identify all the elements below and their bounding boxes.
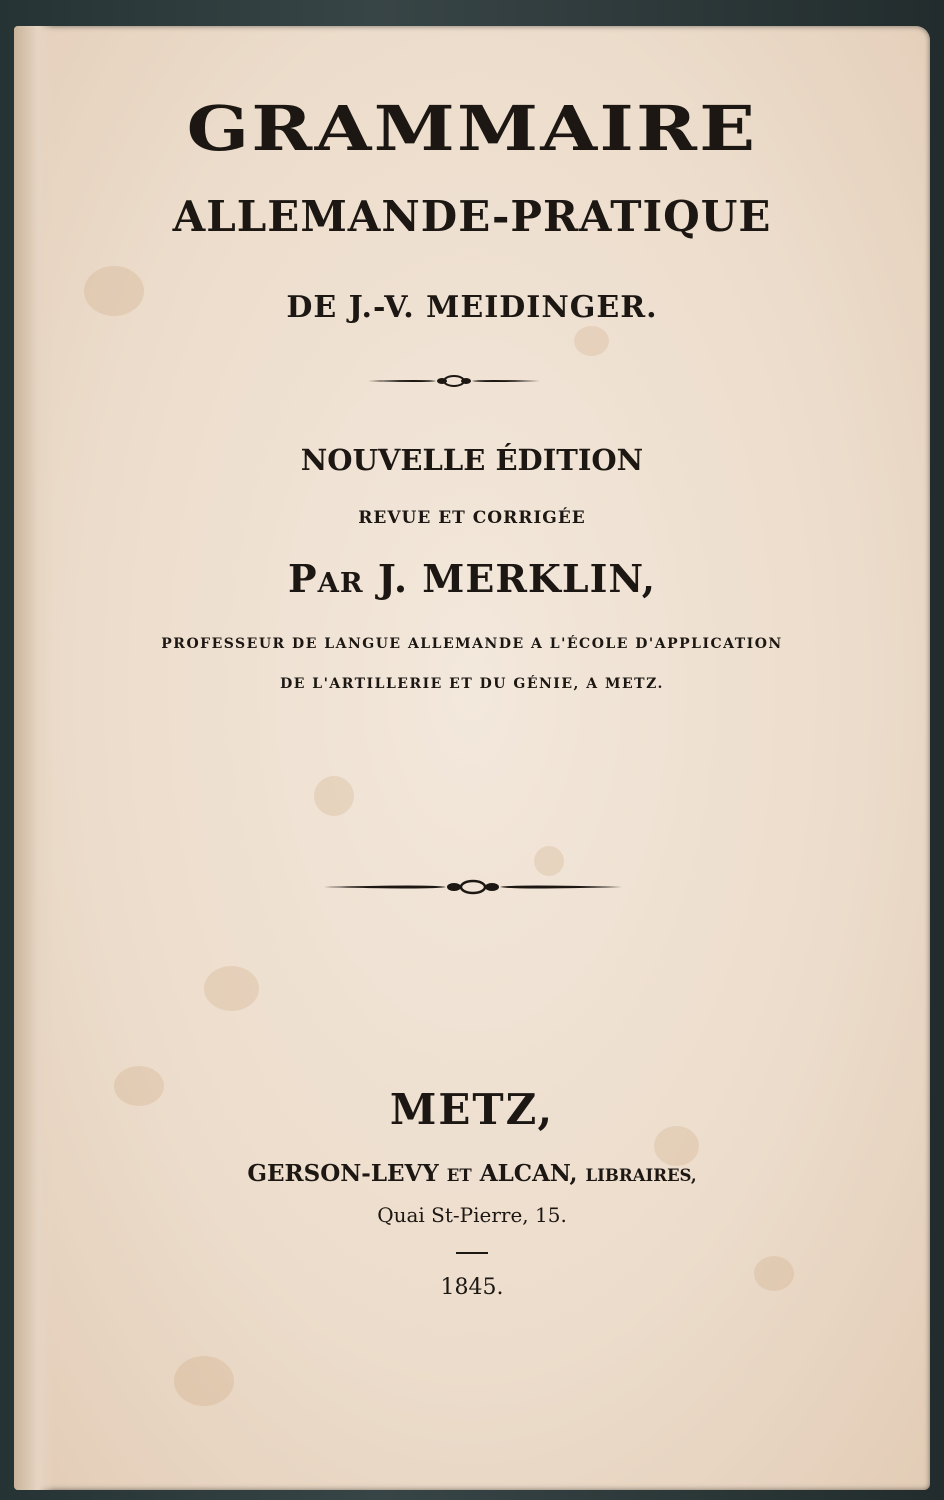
revised-label: REVUE ET CORRIGÉE [358,508,586,528]
foxing-spot [574,326,609,356]
imprint-publisher [0,1160,944,1187]
by-prefix-cap: P [288,556,318,601]
imprint-year: 1845. [440,1275,504,1300]
publisher-et: ET [446,1165,472,1185]
imprint-address: Quai St-Pierre, 15. [377,1203,567,1227]
title-main: GRAMMAIRE [186,92,758,165]
foxing-spot [314,776,354,816]
publisher-part2: ALCAN, [479,1160,578,1187]
page-gutter [14,26,54,1490]
short-rule [456,1252,488,1254]
affiliation-line-1: PROFESSEUR DE LANGUE ALLEMANDE A L'ÉCOLE D'APPLICATION [161,636,783,652]
foxing-spot [534,846,564,876]
foxing-spot [174,1356,234,1406]
foxing-spot [204,966,259,1011]
ornamental-rule-small [366,372,542,390]
affiliation-line-2: DE L'ARTILLERIE ET DU GÉNIE, A METZ. [280,676,664,692]
edition-label: NOUVELLE ÉDITION [300,443,644,477]
editor-name: J. MERKLIN, [377,556,656,601]
imprint-city: METZ, [389,1085,555,1134]
title-subtitle: ALLEMANDE-PRATIQUE [172,192,772,241]
title-author: DE J.-V. MEIDINGER. [286,290,658,325]
publisher-role: LIBRAIRES, [585,1165,697,1185]
editor-line [0,556,944,601]
ornamental-rule-large [322,876,624,898]
publisher-part1: GERSON-LEVY [247,1160,439,1187]
title-page [14,26,930,1490]
by-prefix-rest: AR [317,567,364,599]
